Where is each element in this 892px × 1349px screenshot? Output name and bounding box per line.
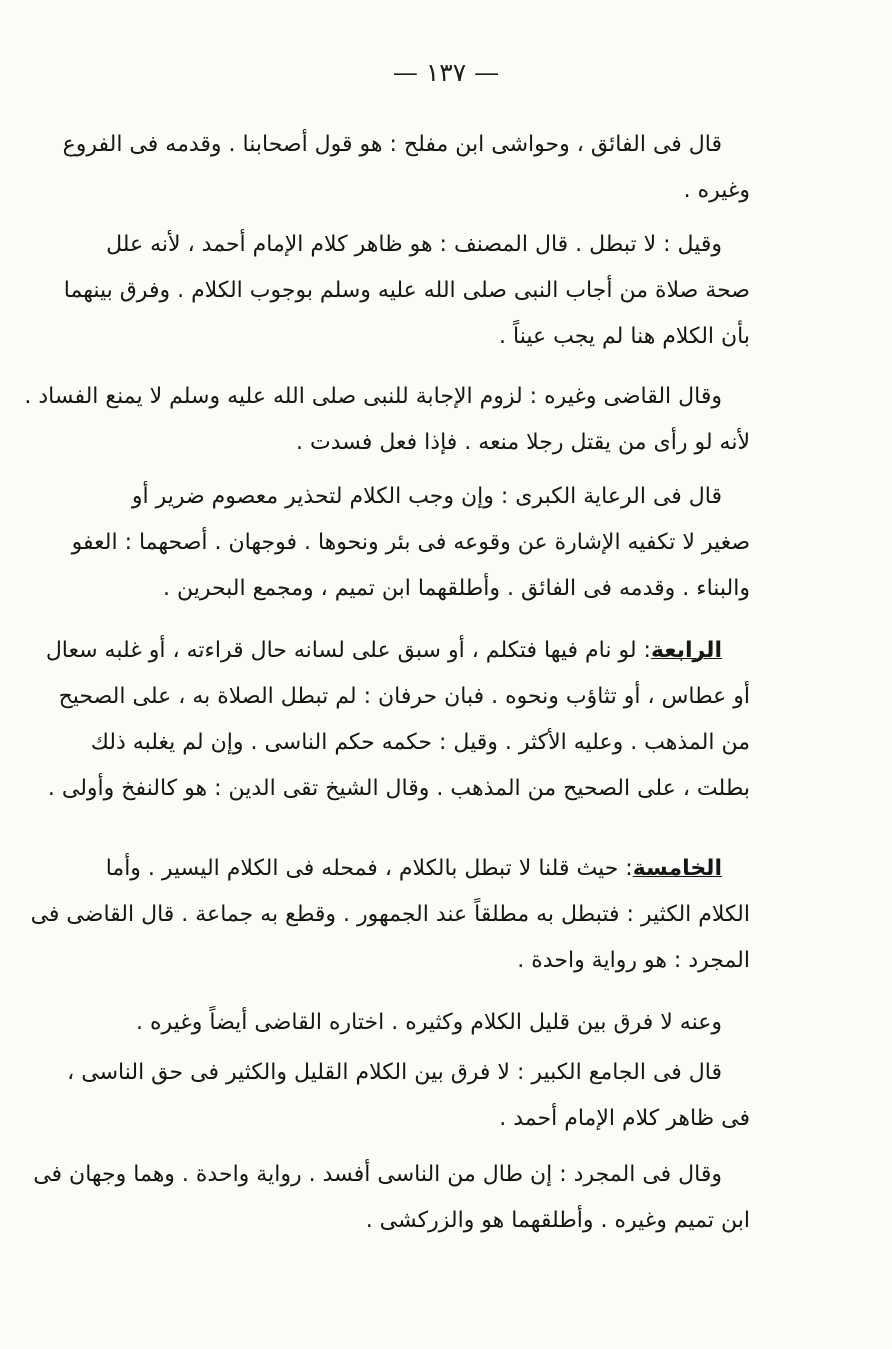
text-line: ابن تميم وغيره . وأطلقهما هو والزركشى .	[365, 1208, 750, 1233]
text-run: : حيث قلنا لا تبطل بالكلام ، فمحله فى الكلام اليسير . وأما	[105, 856, 633, 881]
text-line: فى ظاهر كلام الإمام أحمد .	[499, 1106, 750, 1131]
text-line: وعنه لا فرق بين قليل الكلام وكثيره . اختاره القاضى أيضاً وغيره .	[135, 1010, 722, 1035]
text-line: قال فى الجامع الكبير : لا فرق بين الكلام القليل والكثير فى حق الناسى ،	[67, 1060, 722, 1085]
paragraph-8	[67, 1050, 750, 1142]
paragraph-3	[24, 374, 750, 466]
paragraph-9	[33, 1152, 750, 1244]
text-run: : لو نام فيها فتكلم ، أو سبق على لسانه حال قراءته ، أو غلبه سعال	[45, 638, 651, 663]
section-lead: الخامسة	[632, 856, 722, 881]
text-line	[45, 628, 750, 674]
paragraph-fourth	[45, 628, 750, 812]
paragraph-fifth	[30, 846, 750, 984]
text-line: المجرد : هو رواية واحدة .	[517, 948, 750, 973]
page-number: — ١٣٧ —	[392, 58, 500, 87]
text-line: لأنه لو رأى من يقتل رجلا منعه . فإذا فعل فسدت .	[296, 430, 750, 455]
paragraph-4	[71, 474, 750, 612]
text-line: بطلت ، على الصحيح من المذهب . وقال الشيخ تقى الدين : هو كالنفخ وأولى .	[47, 776, 750, 801]
section-lead: الرابعة	[650, 638, 722, 663]
paragraph-2	[63, 222, 750, 360]
text-line: صغير لا تكفيه الإشارة عن وقوعه فى بئر ونحوها . فوجهان . أصحهما : العفو	[71, 530, 750, 555]
text-line: بأن الكلام هنا لم يجب عيناً .	[499, 324, 750, 349]
text-line: والبناء . وقدمه فى الفائق . وأطلقهما ابن تميم ، ومجمع البحرين .	[162, 576, 750, 601]
text-line: وقال فى المجرد : إن طال من الناسى أفسد . رواية واحدة . وهما وجهان فى	[33, 1162, 722, 1187]
text-line: قال فى الرعاية الكبرى : وإن وجب الكلام لتحذير معصوم ضرير أو	[131, 484, 722, 509]
text-line: وقيل : لا تبطل . قال المصنف : هو ظاهر كلام الإمام أحمد ، لأنه علل	[106, 232, 722, 257]
text-line: وقال القاضى وغيره : لزوم الإجابة للنبى صلى الله عليه وسلم لا يمنع الفساد .	[24, 384, 722, 409]
text-line: قال فى الفائق ، وحواشى ابن مفلح : هو قول أصحابنا . وقدمه فى الفروع	[62, 132, 722, 157]
paragraph-7	[135, 1000, 750, 1046]
text-line: أو عطاس ، أو تثاؤب ونحوه . فبان حرفان : لم تبطل الصلاة به ، على الصحيح	[58, 684, 750, 709]
text-line: صحة صلاة من أجاب النبى صلى الله عليه وسلم بوجوب الكلام . وفرق بينهما	[63, 278, 750, 303]
text-line: الكلام الكثير : فتبطل به مطلقاً عند الجمهور . وقطع به جماعة . قال القاضى فى	[30, 902, 750, 927]
text-line	[105, 846, 750, 892]
paragraph-1	[62, 122, 750, 214]
text-line: وغيره .	[683, 178, 750, 203]
text-line: من المذهب . وعليه الأكثر . وقيل : حكمه حكم الناسى . وإن لم يغلبه ذلك	[90, 730, 750, 755]
